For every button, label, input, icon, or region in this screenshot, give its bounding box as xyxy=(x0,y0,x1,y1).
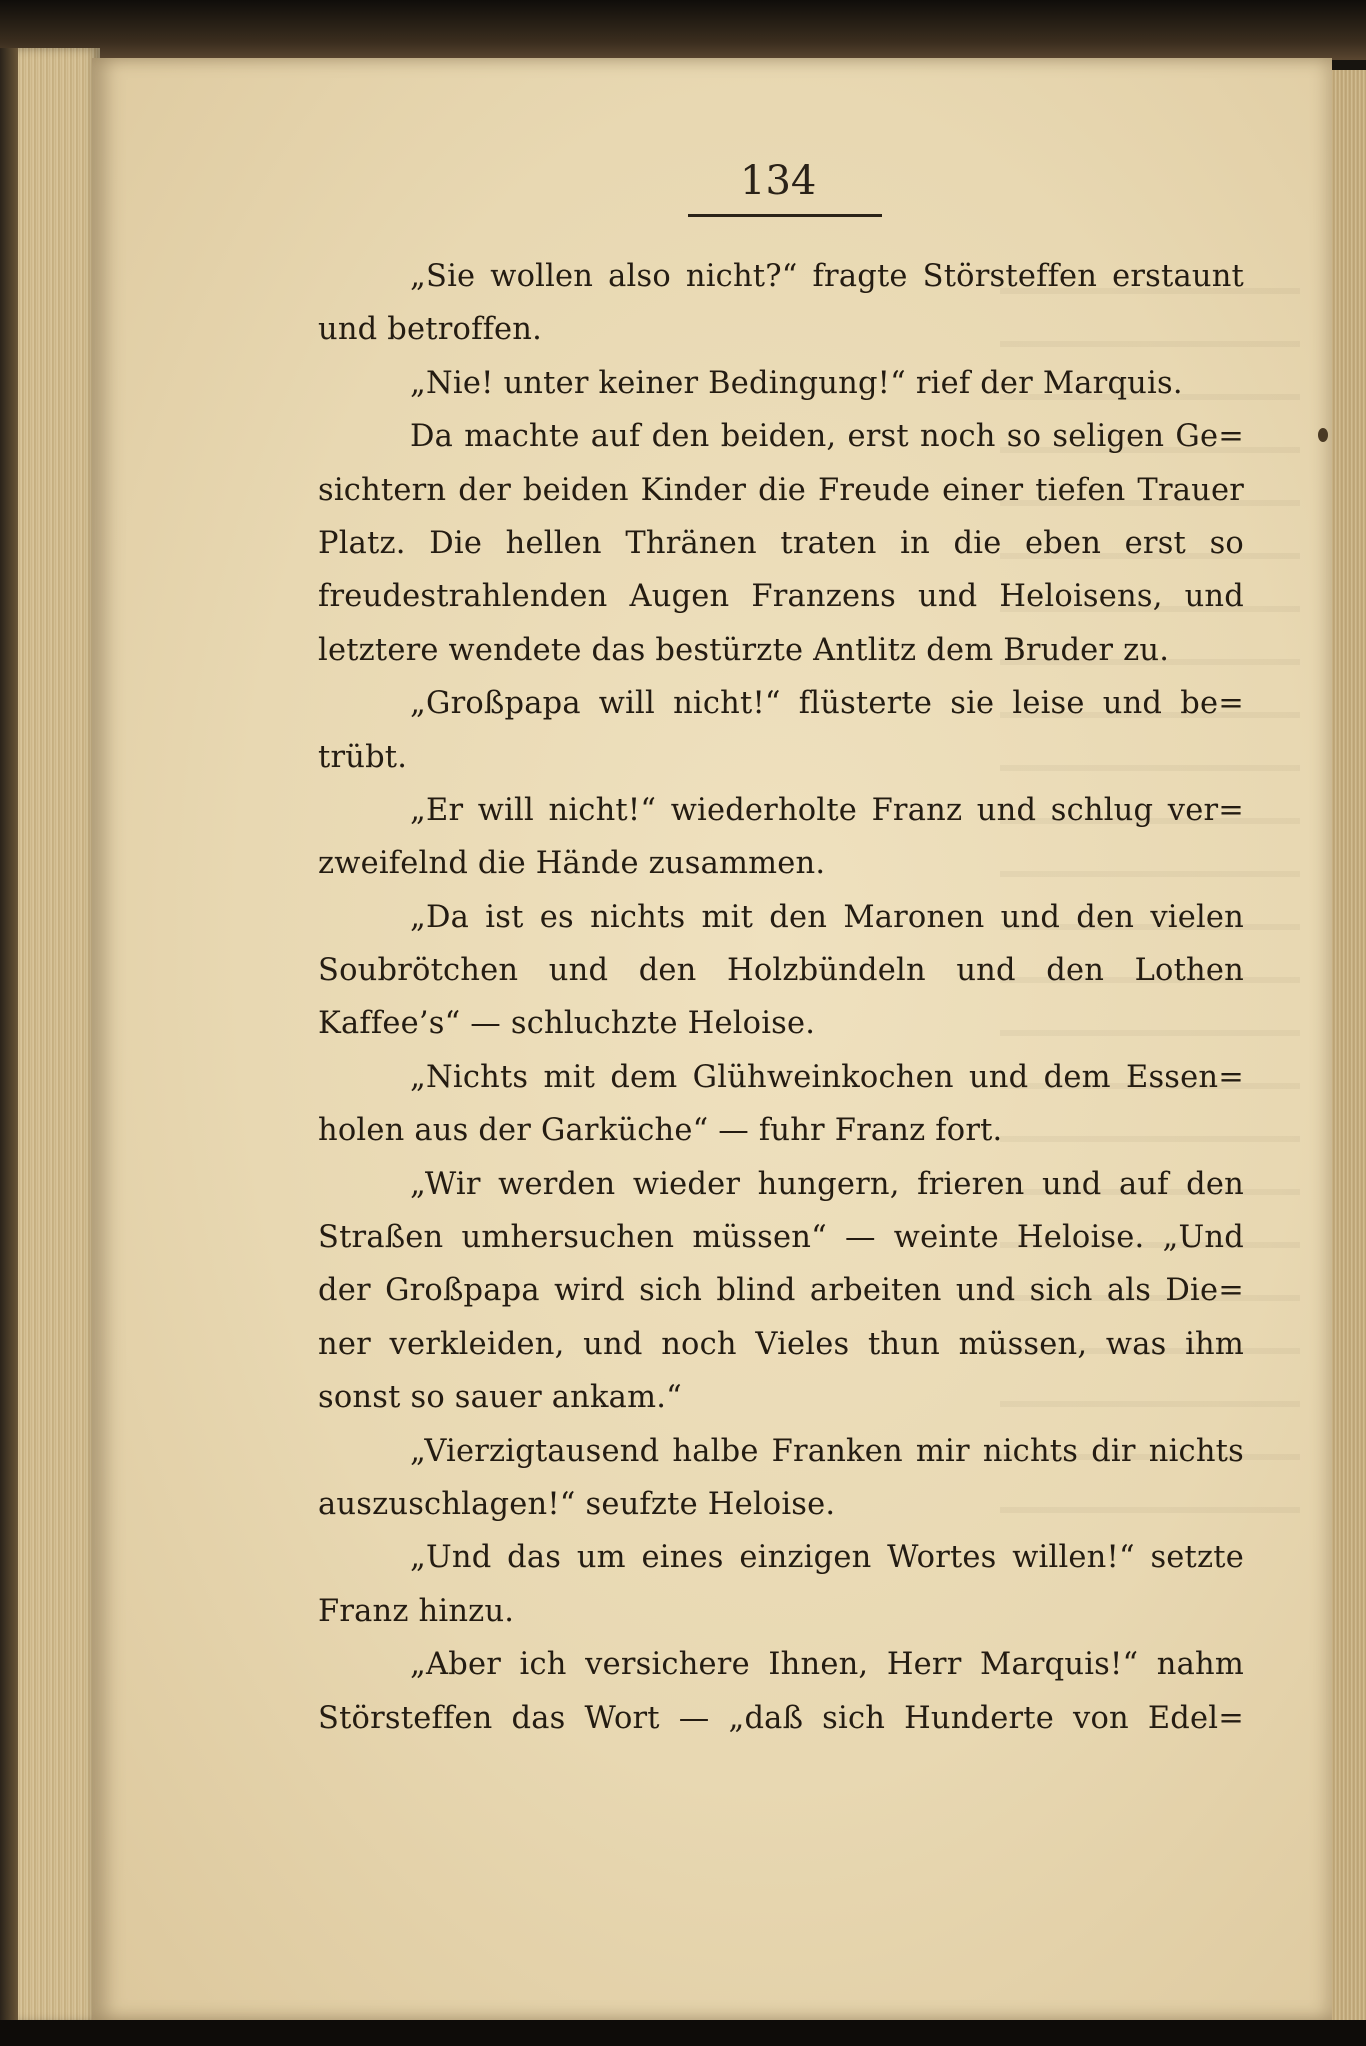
text-line: Da machte auf den beiden, erst noch so seligen Ge= xyxy=(410,419,1244,455)
text-line: Straßen umhersuchen müssen“ — weinte Heloise. „Und xyxy=(318,1220,1244,1256)
text-line: „Er will nicht!“ wiederholte Franz und schlug ver= xyxy=(410,792,1244,828)
text-line: und betroffen. xyxy=(318,312,543,348)
book-spine-shadow xyxy=(0,48,18,2023)
right-page-edge xyxy=(1332,70,1366,2020)
text-line: zweifelnd die Hände zusammen. xyxy=(318,846,826,882)
text-line: der Großpapa wird sich blind arbeiten und sich als Die= xyxy=(318,1273,1244,1309)
text-line: Soubrötchen und den Holzbündeln und den Lothen xyxy=(318,953,1244,989)
text-line: Störsteffen das Wort — „daß sich Hunderte von Edel= xyxy=(318,1700,1244,1736)
page-number: 134 xyxy=(740,158,817,204)
text-line: „Sie wollen also nicht?“ fragte Störsteffen erstaunt xyxy=(410,259,1244,294)
text-line: „Großpapa will nicht!“ flüsterte sie leise und be= xyxy=(410,686,1244,722)
text-line: freudestrahlenden Augen Franzens und Heloisens, und xyxy=(318,579,1244,615)
text-line: Kaffee’s“ — schluchzte Heloise. xyxy=(318,1006,816,1042)
text-line: letztere wendete das bestürzte Antlitz dem Bruder zu. xyxy=(318,632,1170,668)
body-text xyxy=(318,250,1244,1745)
text-line: Platz. Die hellen Thränen traten in die eben erst so xyxy=(318,525,1244,561)
text-line: sichtern der beiden Kinder die Freude einer tiefen Trauer xyxy=(318,472,1244,508)
text-line: „Da ist es nichts mit den Maronen und den vielen xyxy=(410,899,1244,935)
scan-top-border xyxy=(0,0,1366,60)
text-line: „Und das um eines einzigen Wortes willen!“ setzte xyxy=(410,1540,1244,1576)
header-rule xyxy=(688,214,882,217)
text-line: auszuschlagen!“ seufzte Heloise. xyxy=(318,1486,836,1522)
text-line: holen aus der Garküche“ — fuhr Franz fort. xyxy=(318,1113,1003,1149)
text-line: trübt. xyxy=(318,739,408,775)
text-line: Franz hinzu. xyxy=(318,1593,515,1629)
scan-bottom-border xyxy=(0,2020,1366,2046)
text-line: „Wir werden wieder hungern, frieren und auf den xyxy=(410,1166,1244,1202)
text-line: „Aber ich versichere Ihnen, Herr Marquis!“ nahm xyxy=(410,1647,1244,1683)
text-line: „Vierzigtausend halbe Franken mir nichts dir nichts xyxy=(410,1433,1244,1469)
text-line: „Nichts mit dem Glühweinkochen und dem Essen= xyxy=(410,1059,1244,1095)
ink-spot xyxy=(1318,428,1328,442)
text-line: ner verkleiden, und noch Vieles thun müssen, was ihm xyxy=(318,1326,1244,1362)
text-line: sonst so sauer ankam.“ xyxy=(318,1380,682,1416)
text-line: „Nie! unter keiner Bedingung!“ rief der Marquis. xyxy=(410,365,1183,401)
